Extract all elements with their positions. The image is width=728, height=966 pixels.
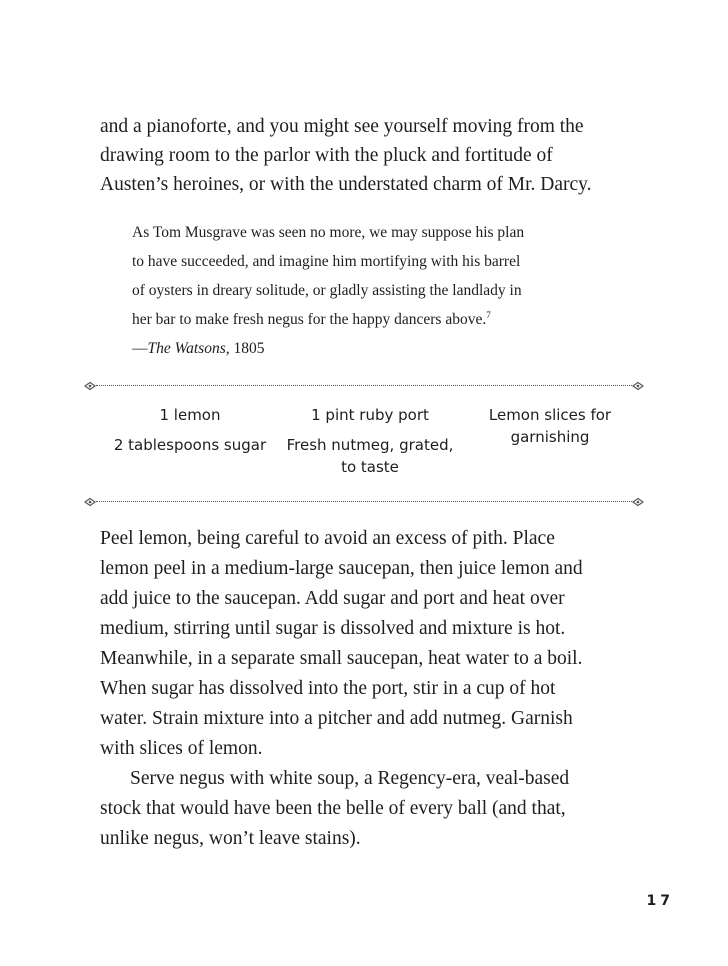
ingredient-item: 1 pint ruby port	[311, 406, 429, 424]
quote-line: As Tom Musgrave was seen no more, we may suppose his plan	[132, 224, 525, 241]
quote-line: of oysters in dreary solitude, or gladly assisting the landlady in	[132, 282, 522, 299]
method-line: unlike negus, won’t leave stains).	[100, 828, 361, 849]
page-number: 17	[646, 893, 674, 909]
method-line: with slices of lemon.	[100, 738, 263, 759]
method-line: water. Strain mixture into a pitcher and add nutmeg. Garnish	[100, 708, 573, 729]
ingredient-item: 2 tablespoons sugar	[113, 436, 267, 454]
dotted-line	[96, 501, 632, 502]
block-quote	[132, 218, 572, 363]
intro-line: drawing room to the parlor with the pluck and fortitude of	[100, 145, 553, 166]
ingredients-column-1	[100, 404, 280, 486]
method-line: stock that would have been the belle of every ball (and that,	[100, 798, 566, 819]
quote-line: to have succeeded, and imagine him mortifying with his barrel	[132, 253, 521, 270]
quote-line-text: her bar to make fresh negus for the happy dancers above.	[132, 311, 487, 328]
ingredient-item: 1 lemon	[159, 406, 221, 424]
method-line: Serve negus with white soup, a Regency-era, veal-based	[130, 768, 570, 789]
attribution-year: , 1805	[225, 340, 265, 357]
diamond-ornament-icon	[84, 496, 96, 508]
top-dotted-rule	[84, 380, 644, 392]
method-line: lemon peel in a medium-large saucepan, then juice lemon and	[100, 558, 583, 579]
ingredient-item: Lemon slices for garnishing	[488, 406, 612, 446]
method-line: medium, stirring until sugar is dissolved and mixture is hot.	[100, 618, 566, 639]
intro-paragraph	[100, 112, 640, 199]
dotted-line	[96, 385, 632, 386]
quote-attribution	[132, 334, 572, 363]
ingredients-column-2	[280, 404, 460, 486]
method-line: Meanwhile, in a separate small saucepan, heat water to a boil.	[100, 648, 583, 669]
method-text	[100, 524, 640, 854]
attribution-dash: —	[132, 340, 148, 357]
footnote-mark: 7	[486, 309, 491, 320]
ingredients-list	[100, 404, 640, 486]
ingredients-column-3	[460, 404, 640, 486]
method-line: add juice to the saucepan. Add sugar and port and heat over	[100, 588, 565, 609]
method-line: Peel lemon, being careful to avoid an excess of pith. Place	[100, 528, 555, 549]
diamond-ornament-icon	[632, 496, 644, 508]
diamond-ornament-icon	[632, 380, 644, 392]
intro-line: and a pianoforte, and you might see yourself moving from the	[100, 116, 584, 137]
intro-line: Austen’s heroines, or with the understated charm of Mr. Darcy.	[100, 174, 592, 195]
method-line: When sugar has dissolved into the port, stir in a cup of hot	[100, 678, 556, 699]
quote-line	[132, 305, 572, 334]
bottom-dotted-rule	[84, 496, 644, 508]
ingredient-item: Fresh nutmeg, grated, to taste	[286, 436, 454, 476]
diamond-ornament-icon	[84, 380, 96, 392]
attribution-title: The Watsons	[147, 340, 226, 357]
